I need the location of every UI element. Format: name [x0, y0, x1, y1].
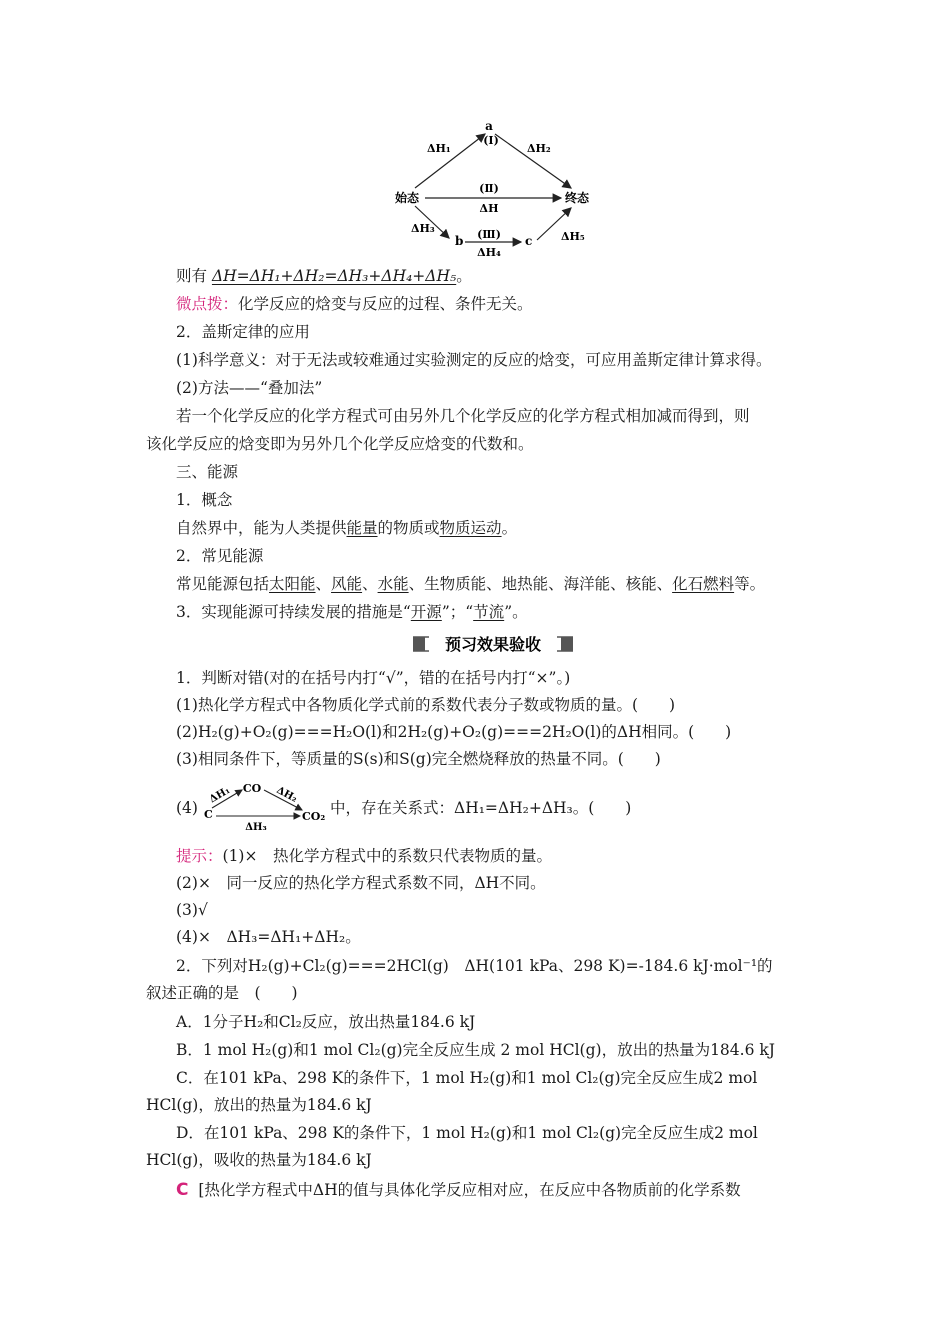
path-2-label: (Ⅱ): [479, 182, 499, 195]
sub-heading-common-energy: 2．常见能源: [176, 547, 264, 565]
paragraph: 若一个化学反应的化学方程式可由另外几个化学反应的化学方程式相加减而得到，则: [176, 407, 750, 425]
dh3-label: ΔH₃: [411, 222, 435, 235]
dh2-label: ΔH₂: [274, 784, 299, 805]
hess-relation: ΔH=ΔH₁+ΔH₂=ΔH₃+ΔH₄+ΔH₅: [211, 267, 457, 285]
answer-letter: C: [176, 1180, 189, 1200]
paragraph: (1)科学意义：对于无法或较难通过实验测定的反应的焓变，可应用盖斯定律计算求得。: [176, 351, 772, 369]
question-1-item-1: (1)热化学方程式中各物质化学式前的系数代表分子数或物质的量。( ): [176, 696, 676, 714]
hint-label: 提示：: [176, 847, 223, 865]
question-2-cont: 叙述正确的是 ( ): [146, 984, 298, 1002]
start-state: 始态: [395, 191, 420, 205]
co2-label: CO₂: [302, 810, 326, 823]
dh1-label: ΔH₁: [207, 785, 233, 806]
common-energy-line: 常见能源包括太阳能、风能、水能、生物质能、地热能、海洋能、核能、化石燃料等。: [176, 575, 766, 593]
question-1-item-4: 中，存在关系式：ΔH₁=ΔH₂+ΔH₃。( ): [330, 799, 632, 817]
node-a: a: [485, 119, 493, 133]
option-a: A．1分子H₂和Cl₂反应，放出热量184.6 kJ: [176, 1013, 476, 1031]
paragraph: 该化学反应的焓变即为另外几个化学反应焓变的代数和。: [146, 435, 534, 453]
dh2-label: ΔH₂: [527, 142, 551, 155]
hint-line-3: (3)√: [176, 901, 208, 919]
path-1-label: (Ⅰ): [483, 134, 499, 147]
option-c: C．在101 kPa、298 K的条件下，1 mol H₂(g)和1 mol Cl₂(g)完全反应生成2 mol: [176, 1069, 758, 1087]
hint-line-4: (4)× ΔH₃=ΔH₁+ΔH₂。: [176, 928, 361, 946]
dh1-label: ΔH₁: [427, 142, 451, 155]
sub-heading-concept: 1．概念: [176, 491, 233, 509]
section-banner: [411, 632, 575, 656]
option-c-cont: HCl(g)，放出的热量为184.6 kJ: [146, 1096, 372, 1114]
dh4-label: ΔH₄: [477, 246, 501, 259]
dh-label: ΔH: [479, 202, 499, 215]
co-label: CO: [242, 782, 262, 795]
option-d: D．在101 kPa、298 K的条件下，1 mol H₂(g)和1 mol Cl₂(g)完全反应生成2 mol: [176, 1124, 758, 1142]
option-b: B．1 mol H₂(g)和1 mol Cl₂(g)完全反应生成 2 mol HCl(g)，放出的热量为184.6 kJ: [176, 1041, 775, 1059]
hess-law-diagram: [385, 118, 600, 260]
node-c: c: [525, 234, 533, 248]
question-1-item-2: (2)H₂(g)+O₂(g)===H₂O(l)和2H₂(g)+O₂(g)===2H₂O(l)的ΔH相同。( ): [176, 723, 732, 741]
c-label: C: [204, 808, 213, 821]
hint-line-2: (2)× 同一反应的热化学方程式系数不同，ΔH不同。: [176, 874, 546, 892]
question-1-item-4-prefix: (4): [176, 799, 198, 817]
banner-title: 预习效果验收: [444, 635, 542, 654]
answer-line: C [热化学方程式中ΔH的值与具体化学反应相对应，在反应中各物质前的化学系数: [176, 1180, 741, 1200]
co-reaction-diagram: [202, 778, 330, 834]
section-heading-hess-application: 2．盖斯定律的应用: [176, 323, 310, 341]
node-b: b: [455, 234, 464, 248]
tip-line: 微点拨：化学反应的焓变与反应的过程、条件无关。: [176, 295, 533, 313]
path-3-label: (Ⅲ): [477, 228, 501, 241]
question-1: 1．判断对错(对的在括号内打“√”，错的在括号内打“×”。): [176, 669, 571, 687]
hint-line-1: 提示：(1)× 热化学方程式中的系数只代表物质的量。: [176, 847, 552, 865]
question-2: 2．下列对H₂(g)+Cl₂(g)===2HCl(g) ΔH(101 kPa、298 K)=-184.6 kJ·mol⁻¹的: [176, 957, 773, 975]
dh5-label: ΔH₅: [561, 230, 585, 243]
sustainability-line: 3．实现能源可持续发展的措施是“开源”；“节流”。: [176, 603, 528, 621]
tip-label: 微点拨：: [176, 295, 239, 313]
hess-relation-line: 则有 ΔH=ΔH₁+ΔH₂=ΔH₃+ΔH₄+ΔH₅。: [176, 267, 472, 285]
option-d-cont: HCl(g)，吸收的热量为184.6 kJ: [146, 1151, 372, 1169]
section-heading-energy: 三、能源: [176, 463, 239, 481]
dh3-label: ΔH₃: [245, 822, 267, 833]
concept-line: 自然界中，能为人类提供能量的物质或物质运动。: [176, 519, 518, 537]
paragraph: (2)方法——“叠加法”: [176, 379, 323, 397]
end-state: 终态: [565, 191, 590, 205]
question-1-item-3: (3)相同条件下，等质量的S(s)和S(g)完全燃烧释放的热量不同。( ): [176, 750, 661, 768]
